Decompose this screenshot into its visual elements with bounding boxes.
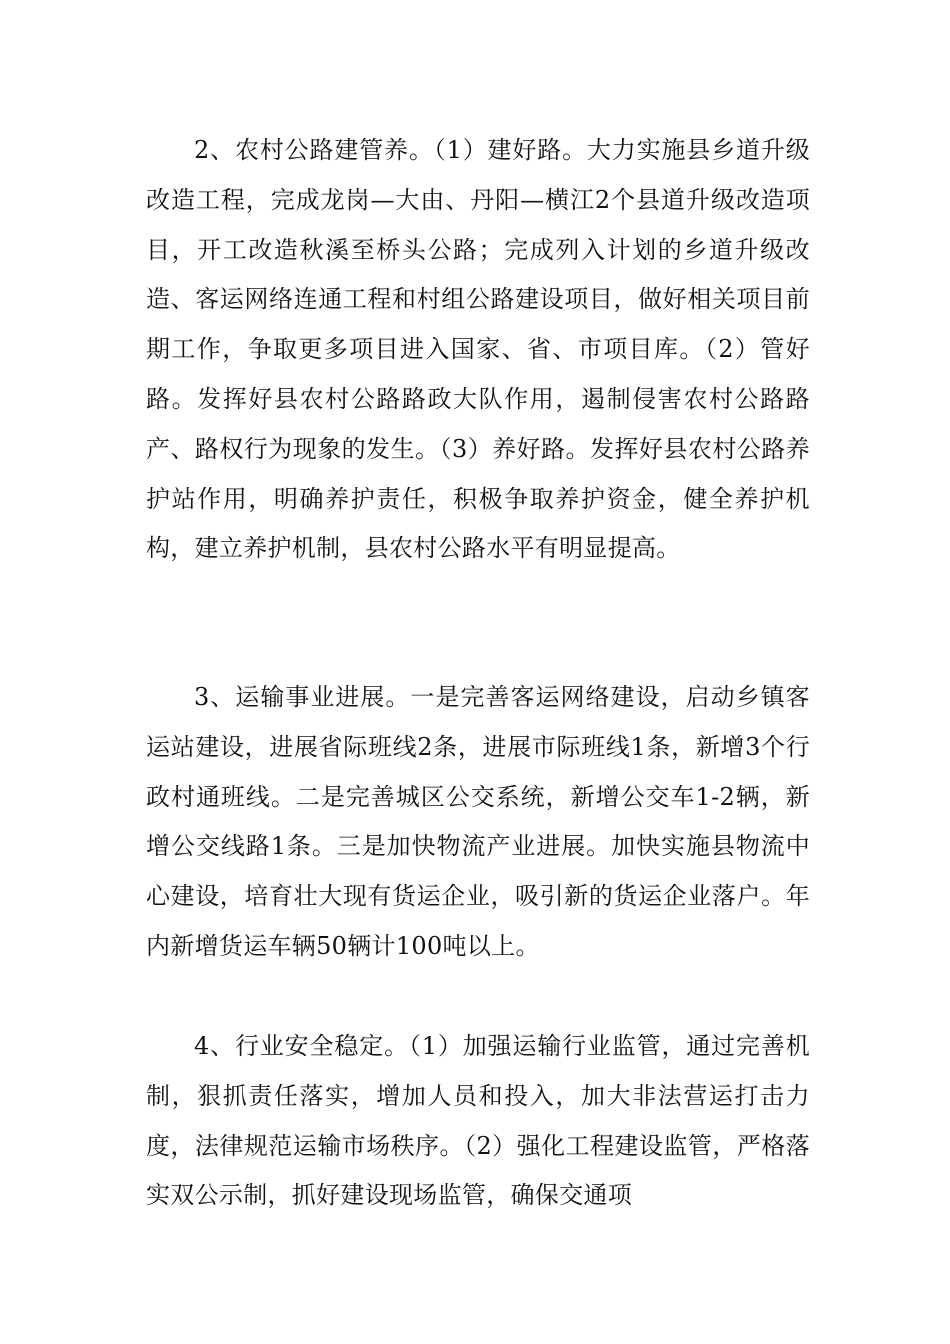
paragraph-rural-roads: 2、农村公路建管养。（1）建好路。大力实施县乡道升级改造工程，完成龙岗—大由、丹阳—横江2个县道升级改造项目，开工改造秋溪至桥头公路；完成列入计划的乡道升级改造、客运网络连通工程和村组公路建设项目，做好相关项目前期工作，争取更多项目进入国家、省、市项目库。（2）管好路。发挥好县农村公路路政大队作用，遏制侵害农村公路路产、路权行为现象的发生。（3）养好路。发挥好县农村公路养护站作用，明确养护责任，积极争取养护资金，健全养护机构，建立养护机制，县农村公路水平有明显提高。 [146,136,810,563]
paragraph-transport-development: 3、运输事业进展。一是完善客运网络建设，启动乡镇客运站建设，进展省际班线2条，进展市际班线1条，新增3个行政村通班线。二是完善城区公交系统，新增公交车1-2辆，新增公交线路1条。三是加快物流产业进展。加快实施县物流中心建设，培育壮大现有货运企业，吸引新的货运企业落户。年内新增货运车辆50辆计100吨以上。 [146,683,810,960]
paragraph-industry-safety: 4、行业安全稳定。（1）加强运输行业监管，通过完善机制，狠抓责任落实，增加人员和投入，加大非法营运打击力度，法律规范运输市场秩序。（2）强化工程建设监管，严格落实双公示制，抓好建设现场监管，确保交通项 [146,1032,810,1210]
